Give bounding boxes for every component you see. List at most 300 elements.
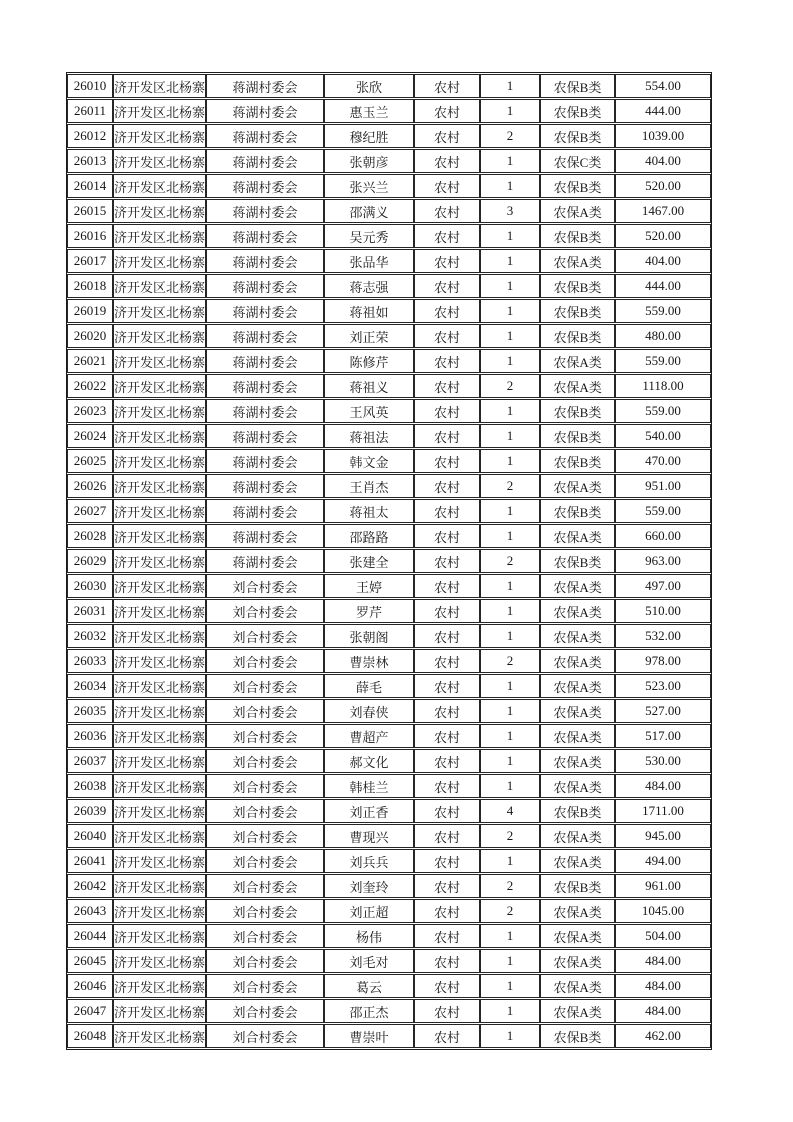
cell-insurance-category bbox=[540, 524, 615, 548]
cell-serial-no bbox=[67, 849, 113, 873]
cell-text: 2 bbox=[506, 128, 514, 143]
cell-text: 26012 bbox=[73, 128, 107, 143]
cell-text: 农保A类 bbox=[553, 529, 602, 545]
cell-insurance-category bbox=[540, 274, 615, 298]
cell-residence-type bbox=[414, 874, 480, 898]
cell-amount bbox=[615, 224, 711, 248]
cell-residence-type bbox=[414, 649, 480, 673]
cell-text: 刘合村委会 bbox=[232, 654, 298, 670]
cell-text: 刘兵兵 bbox=[349, 854, 389, 870]
cell-residence-type bbox=[414, 399, 480, 423]
cell-text: 559.00 bbox=[645, 503, 681, 518]
cell-text: 1 bbox=[506, 253, 514, 268]
cell-text: 刘合村委会 bbox=[232, 1029, 298, 1045]
cell-township bbox=[113, 899, 206, 923]
cell-insurance-category bbox=[540, 674, 615, 698]
cell-text: 农保B类 bbox=[553, 179, 602, 195]
cell-serial-no bbox=[67, 249, 113, 273]
cell-text: 农保A类 bbox=[553, 254, 602, 270]
cell-text: 2 bbox=[506, 903, 514, 918]
cell-text: 农村 bbox=[434, 229, 461, 245]
cell-person-name bbox=[324, 824, 414, 848]
cell-text: 济开发区北杨寨 bbox=[114, 629, 206, 645]
cell-residence-type bbox=[414, 599, 480, 623]
cell-text: 济开发区北杨寨 bbox=[114, 79, 206, 95]
cell-text: 蒋湖村委会 bbox=[232, 529, 298, 545]
cell-township bbox=[113, 199, 206, 223]
cell-serial-no bbox=[67, 574, 113, 598]
table-row bbox=[67, 799, 711, 823]
cell-text: 1 bbox=[506, 753, 514, 768]
cell-text: 26038 bbox=[73, 778, 107, 793]
cell-village-committee bbox=[206, 324, 324, 348]
cell-residence-type bbox=[414, 774, 480, 798]
cell-person-name bbox=[324, 299, 414, 323]
cell-residence-type bbox=[414, 749, 480, 773]
cell-person-count bbox=[480, 74, 540, 98]
cell-serial-no bbox=[67, 824, 113, 848]
cell-serial-no bbox=[67, 1024, 113, 1048]
cell-text: 蒋湖村委会 bbox=[232, 229, 298, 245]
cell-person-name bbox=[324, 424, 414, 448]
cell-person-name bbox=[324, 649, 414, 673]
cell-person-name bbox=[324, 249, 414, 273]
cell-residence-type bbox=[414, 674, 480, 698]
cell-text: 济开发区北杨寨 bbox=[114, 379, 206, 395]
cell-text: 1118.00 bbox=[642, 378, 684, 393]
cell-text: 978.00 bbox=[645, 653, 681, 668]
cell-text: 26040 bbox=[73, 828, 107, 843]
cell-text: 农村 bbox=[434, 404, 461, 420]
cell-text: 蒋湖村委会 bbox=[232, 79, 298, 95]
cell-text: 农保B类 bbox=[553, 79, 602, 95]
cell-township bbox=[113, 599, 206, 623]
cell-text: 26048 bbox=[73, 1028, 107, 1043]
cell-person-name bbox=[324, 549, 414, 573]
cell-person-name bbox=[324, 499, 414, 523]
cell-text: 1 bbox=[506, 1003, 514, 1018]
cell-residence-type bbox=[414, 149, 480, 173]
table-row bbox=[67, 749, 711, 773]
table-row bbox=[67, 899, 711, 923]
cell-village-committee bbox=[206, 224, 324, 248]
cell-person-name bbox=[324, 174, 414, 198]
table-row bbox=[67, 574, 711, 598]
cell-text: 邵正杰 bbox=[349, 1004, 389, 1020]
cell-village-committee bbox=[206, 249, 324, 273]
cell-text: 刘合村委会 bbox=[232, 704, 298, 720]
cell-text: 26028 bbox=[73, 528, 107, 543]
cell-text: 26020 bbox=[73, 328, 107, 343]
cell-township bbox=[113, 724, 206, 748]
table-row bbox=[67, 849, 711, 873]
cell-person-count bbox=[480, 124, 540, 148]
cell-residence-type bbox=[414, 324, 480, 348]
cell-text: 4 bbox=[506, 803, 514, 818]
cell-person-count bbox=[480, 849, 540, 873]
cell-insurance-category bbox=[540, 699, 615, 723]
cell-text: 农村 bbox=[434, 279, 461, 295]
cell-insurance-category bbox=[540, 949, 615, 973]
cell-person-count bbox=[480, 874, 540, 898]
cell-person-name bbox=[324, 699, 414, 723]
cell-text: 张建全 bbox=[349, 554, 389, 570]
cell-text: 1 bbox=[506, 978, 514, 993]
cell-serial-no bbox=[67, 199, 113, 223]
cell-text: 刘合村委会 bbox=[232, 929, 298, 945]
cell-village-committee bbox=[206, 999, 324, 1023]
cell-text: 蒋湖村委会 bbox=[232, 179, 298, 195]
cell-text: 660.00 bbox=[645, 528, 681, 543]
cell-township bbox=[113, 974, 206, 998]
cell-person-count bbox=[480, 599, 540, 623]
cell-amount bbox=[615, 374, 711, 398]
cell-text: 农保B类 bbox=[553, 129, 602, 145]
cell-person-name bbox=[324, 774, 414, 798]
cell-text: 农保A类 bbox=[553, 754, 602, 770]
cell-text: 蒋湖村委会 bbox=[232, 504, 298, 520]
cell-text: 农保A类 bbox=[553, 354, 602, 370]
cell-serial-no bbox=[67, 699, 113, 723]
cell-township bbox=[113, 849, 206, 873]
cell-residence-type bbox=[414, 424, 480, 448]
cell-text: 农村 bbox=[434, 554, 461, 570]
cell-text: 农保B类 bbox=[553, 429, 602, 445]
cell-text: 2 bbox=[506, 553, 514, 568]
table-row bbox=[67, 824, 711, 848]
cell-text: 1 bbox=[506, 578, 514, 593]
cell-insurance-category bbox=[540, 774, 615, 798]
cell-amount bbox=[615, 849, 711, 873]
cell-township bbox=[113, 374, 206, 398]
cell-person-count bbox=[480, 924, 540, 948]
cell-township bbox=[113, 449, 206, 473]
cell-text: 农村 bbox=[434, 454, 461, 470]
cell-person-count bbox=[480, 999, 540, 1023]
cell-insurance-category bbox=[540, 349, 615, 373]
table-row bbox=[67, 524, 711, 548]
cell-serial-no bbox=[67, 449, 113, 473]
cell-insurance-category bbox=[540, 299, 615, 323]
cell-text: 26010 bbox=[73, 78, 107, 93]
cell-township bbox=[113, 224, 206, 248]
cell-text: 济开发区北杨寨 bbox=[114, 304, 206, 320]
cell-text: 济开发区北杨寨 bbox=[114, 154, 206, 170]
cell-insurance-category bbox=[540, 174, 615, 198]
cell-amount bbox=[615, 649, 711, 673]
cell-text: 农保B类 bbox=[553, 879, 602, 895]
cell-text: 农保A类 bbox=[553, 479, 602, 495]
table-row bbox=[67, 349, 711, 373]
cell-village-committee bbox=[206, 374, 324, 398]
cell-village-committee bbox=[206, 524, 324, 548]
cell-text: 951.00 bbox=[645, 478, 681, 493]
cell-text: 2 bbox=[506, 828, 514, 843]
cell-text: 农村 bbox=[434, 754, 461, 770]
cell-text: 济开发区北杨寨 bbox=[114, 129, 206, 145]
cell-text: 农村 bbox=[434, 954, 461, 970]
cell-text: 444.00 bbox=[645, 103, 681, 118]
table-row bbox=[67, 674, 711, 698]
cell-text: 王风英 bbox=[349, 404, 389, 420]
cell-person-name bbox=[324, 999, 414, 1023]
cell-text: 26027 bbox=[73, 503, 107, 518]
cell-text: 1 bbox=[506, 78, 514, 93]
cell-text: 济开发区北杨寨 bbox=[114, 454, 206, 470]
cell-text: 济开发区北杨寨 bbox=[114, 329, 206, 345]
cell-township bbox=[113, 149, 206, 173]
cell-township bbox=[113, 99, 206, 123]
cell-amount bbox=[615, 349, 711, 373]
cell-text: 农村 bbox=[434, 429, 461, 445]
cell-township bbox=[113, 124, 206, 148]
cell-text: 农村 bbox=[434, 704, 461, 720]
cell-text: 罗芹 bbox=[356, 604, 383, 620]
cell-text: 559.00 bbox=[645, 303, 681, 318]
cell-text: 刘合村委会 bbox=[232, 879, 298, 895]
cell-text: 蒋湖村委会 bbox=[232, 304, 298, 320]
cell-text: 1 bbox=[506, 928, 514, 943]
cell-township bbox=[113, 774, 206, 798]
cell-residence-type bbox=[414, 349, 480, 373]
cell-text: 刘奎玲 bbox=[349, 879, 389, 895]
cell-text: 2 bbox=[506, 653, 514, 668]
cell-text: 26022 bbox=[73, 378, 107, 393]
cell-text: 480.00 bbox=[645, 328, 681, 343]
cell-text: 济开发区北杨寨 bbox=[114, 704, 206, 720]
cell-village-committee bbox=[206, 724, 324, 748]
cell-text: 1 bbox=[506, 228, 514, 243]
cell-text: 农村 bbox=[434, 154, 461, 170]
table-row bbox=[67, 199, 711, 223]
cell-text: 26032 bbox=[73, 628, 107, 643]
cell-text: 农保A类 bbox=[553, 679, 602, 695]
cell-amount bbox=[615, 724, 711, 748]
cell-person-name bbox=[324, 124, 414, 148]
cell-amount bbox=[615, 124, 711, 148]
cell-amount bbox=[615, 799, 711, 823]
cell-person-name bbox=[324, 599, 414, 623]
cell-text: 济开发区北杨寨 bbox=[114, 679, 206, 695]
table-row bbox=[67, 249, 711, 273]
cell-text: 农保A类 bbox=[553, 729, 602, 745]
table-row bbox=[67, 449, 711, 473]
cell-residence-type bbox=[414, 999, 480, 1023]
cell-text: 1 bbox=[506, 278, 514, 293]
cell-text: 刘合村委会 bbox=[232, 679, 298, 695]
cell-person-count bbox=[480, 824, 540, 848]
cell-text: 559.00 bbox=[645, 403, 681, 418]
benefit-payment-table-body bbox=[67, 74, 711, 1048]
cell-insurance-category bbox=[540, 749, 615, 773]
cell-serial-no bbox=[67, 674, 113, 698]
cell-text: 1467.00 bbox=[641, 203, 685, 218]
cell-person-name bbox=[324, 874, 414, 898]
cell-text: 济开发区北杨寨 bbox=[114, 1029, 206, 1045]
cell-text: 农村 bbox=[434, 79, 461, 95]
cell-text: 济开发区北杨寨 bbox=[114, 179, 206, 195]
cell-text: 26029 bbox=[73, 553, 107, 568]
table-row bbox=[67, 1024, 711, 1048]
cell-person-name bbox=[324, 224, 414, 248]
cell-township bbox=[113, 174, 206, 198]
cell-text: 517.00 bbox=[645, 728, 681, 743]
cell-township bbox=[113, 799, 206, 823]
cell-residence-type bbox=[414, 174, 480, 198]
cell-text: 1 bbox=[506, 678, 514, 693]
cell-township bbox=[113, 324, 206, 348]
cell-person-count bbox=[480, 199, 540, 223]
cell-amount bbox=[615, 449, 711, 473]
cell-person-name bbox=[324, 474, 414, 498]
cell-text: 农村 bbox=[434, 679, 461, 695]
table-row bbox=[67, 149, 711, 173]
cell-serial-no bbox=[67, 499, 113, 523]
cell-text: 26036 bbox=[73, 728, 107, 743]
cell-text: 济开发区北杨寨 bbox=[114, 854, 206, 870]
cell-text: 农村 bbox=[434, 729, 461, 745]
cell-text: 1 bbox=[506, 528, 514, 543]
cell-text: 蒋祖太 bbox=[349, 504, 389, 520]
cell-text: 农保A类 bbox=[553, 654, 602, 670]
cell-text: 农村 bbox=[434, 329, 461, 345]
cell-person-name bbox=[324, 74, 414, 98]
cell-text: 邵满义 bbox=[349, 204, 389, 220]
cell-person-name bbox=[324, 849, 414, 873]
cell-text: 1 bbox=[506, 853, 514, 868]
cell-residence-type bbox=[414, 524, 480, 548]
cell-text: 蒋湖村委会 bbox=[232, 404, 298, 420]
cell-person-count bbox=[480, 399, 540, 423]
cell-text: 刘正香 bbox=[349, 804, 389, 820]
cell-residence-type bbox=[414, 549, 480, 573]
cell-text: 济开发区北杨寨 bbox=[114, 104, 206, 120]
cell-insurance-category bbox=[540, 99, 615, 123]
cell-text: 农村 bbox=[434, 629, 461, 645]
cell-residence-type bbox=[414, 624, 480, 648]
cell-person-count bbox=[480, 499, 540, 523]
cell-insurance-category bbox=[540, 124, 615, 148]
cell-serial-no bbox=[67, 349, 113, 373]
cell-text: 484.00 bbox=[645, 1003, 681, 1018]
cell-text: 曹现兴 bbox=[349, 829, 389, 845]
cell-text: 1711.00 bbox=[642, 803, 684, 818]
cell-text: 1 bbox=[506, 728, 514, 743]
cell-text: 26013 bbox=[73, 153, 107, 168]
table-row bbox=[67, 649, 711, 673]
cell-village-committee bbox=[206, 624, 324, 648]
cell-text: 农保A类 bbox=[553, 779, 602, 795]
cell-text: 945.00 bbox=[645, 828, 681, 843]
cell-text: 王婷 bbox=[356, 579, 383, 595]
cell-person-count bbox=[480, 524, 540, 548]
cell-text: 1 bbox=[506, 403, 514, 418]
cell-village-committee bbox=[206, 649, 324, 673]
cell-amount bbox=[615, 949, 711, 973]
cell-person-count bbox=[480, 724, 540, 748]
cell-township bbox=[113, 349, 206, 373]
table-row bbox=[67, 699, 711, 723]
cell-text: 济开发区北杨寨 bbox=[114, 204, 206, 220]
cell-amount bbox=[615, 199, 711, 223]
cell-amount bbox=[615, 699, 711, 723]
cell-township bbox=[113, 999, 206, 1023]
table-row bbox=[67, 424, 711, 448]
cell-person-name bbox=[324, 924, 414, 948]
cell-text: 农村 bbox=[434, 479, 461, 495]
cell-village-committee bbox=[206, 774, 324, 798]
cell-text: 济开发区北杨寨 bbox=[114, 954, 206, 970]
cell-text: 农保A类 bbox=[553, 379, 602, 395]
cell-text: 蒋湖村委会 bbox=[232, 254, 298, 270]
cell-amount bbox=[615, 499, 711, 523]
cell-amount bbox=[615, 624, 711, 648]
cell-village-committee bbox=[206, 874, 324, 898]
cell-amount bbox=[615, 774, 711, 798]
cell-text: 农保A类 bbox=[553, 904, 602, 920]
cell-person-count bbox=[480, 549, 540, 573]
cell-text: 470.00 bbox=[645, 453, 681, 468]
cell-text: 农保A类 bbox=[553, 929, 602, 945]
cell-person-count bbox=[480, 274, 540, 298]
cell-text: 农保B类 bbox=[553, 279, 602, 295]
cell-text: 26034 bbox=[73, 678, 107, 693]
cell-village-committee bbox=[206, 499, 324, 523]
cell-text: 404.00 bbox=[645, 153, 681, 168]
cell-text: 邵路路 bbox=[349, 529, 389, 545]
table-row bbox=[67, 99, 711, 123]
cell-text: 蒋湖村委会 bbox=[232, 329, 298, 345]
cell-township bbox=[113, 924, 206, 948]
cell-residence-type bbox=[414, 924, 480, 948]
cell-text: 农村 bbox=[434, 504, 461, 520]
cell-text: 蒋湖村委会 bbox=[232, 104, 298, 120]
table-row bbox=[67, 599, 711, 623]
cell-text: 济开发区北杨寨 bbox=[114, 829, 206, 845]
cell-serial-no bbox=[67, 799, 113, 823]
table-row bbox=[67, 399, 711, 423]
cell-text: 26023 bbox=[73, 403, 107, 418]
cell-text: 农保A类 bbox=[553, 954, 602, 970]
cell-residence-type bbox=[414, 124, 480, 148]
cell-text: 农村 bbox=[434, 129, 461, 145]
cell-amount bbox=[615, 299, 711, 323]
cell-text: 农村 bbox=[434, 529, 461, 545]
cell-village-committee bbox=[206, 849, 324, 873]
cell-text: 刘合村委会 bbox=[232, 904, 298, 920]
cell-person-name bbox=[324, 949, 414, 973]
cell-insurance-category bbox=[540, 474, 615, 498]
cell-text: 26024 bbox=[73, 428, 107, 443]
cell-serial-no bbox=[67, 174, 113, 198]
cell-person-count bbox=[480, 299, 540, 323]
cell-text: 济开发区北杨寨 bbox=[114, 579, 206, 595]
cell-text: 葛云 bbox=[356, 979, 383, 995]
cell-text: 曹崇叶 bbox=[349, 1029, 389, 1045]
cell-amount bbox=[615, 274, 711, 298]
cell-text: 444.00 bbox=[645, 278, 681, 293]
cell-serial-no bbox=[67, 774, 113, 798]
cell-text: 农村 bbox=[434, 104, 461, 120]
cell-village-committee bbox=[206, 174, 324, 198]
cell-amount bbox=[615, 249, 711, 273]
cell-insurance-category bbox=[540, 974, 615, 998]
cell-text: 王肖杰 bbox=[349, 479, 389, 495]
cell-text: 济开发区北杨寨 bbox=[114, 929, 206, 945]
cell-person-count bbox=[480, 349, 540, 373]
cell-insurance-category bbox=[540, 899, 615, 923]
cell-text: 农村 bbox=[434, 204, 461, 220]
